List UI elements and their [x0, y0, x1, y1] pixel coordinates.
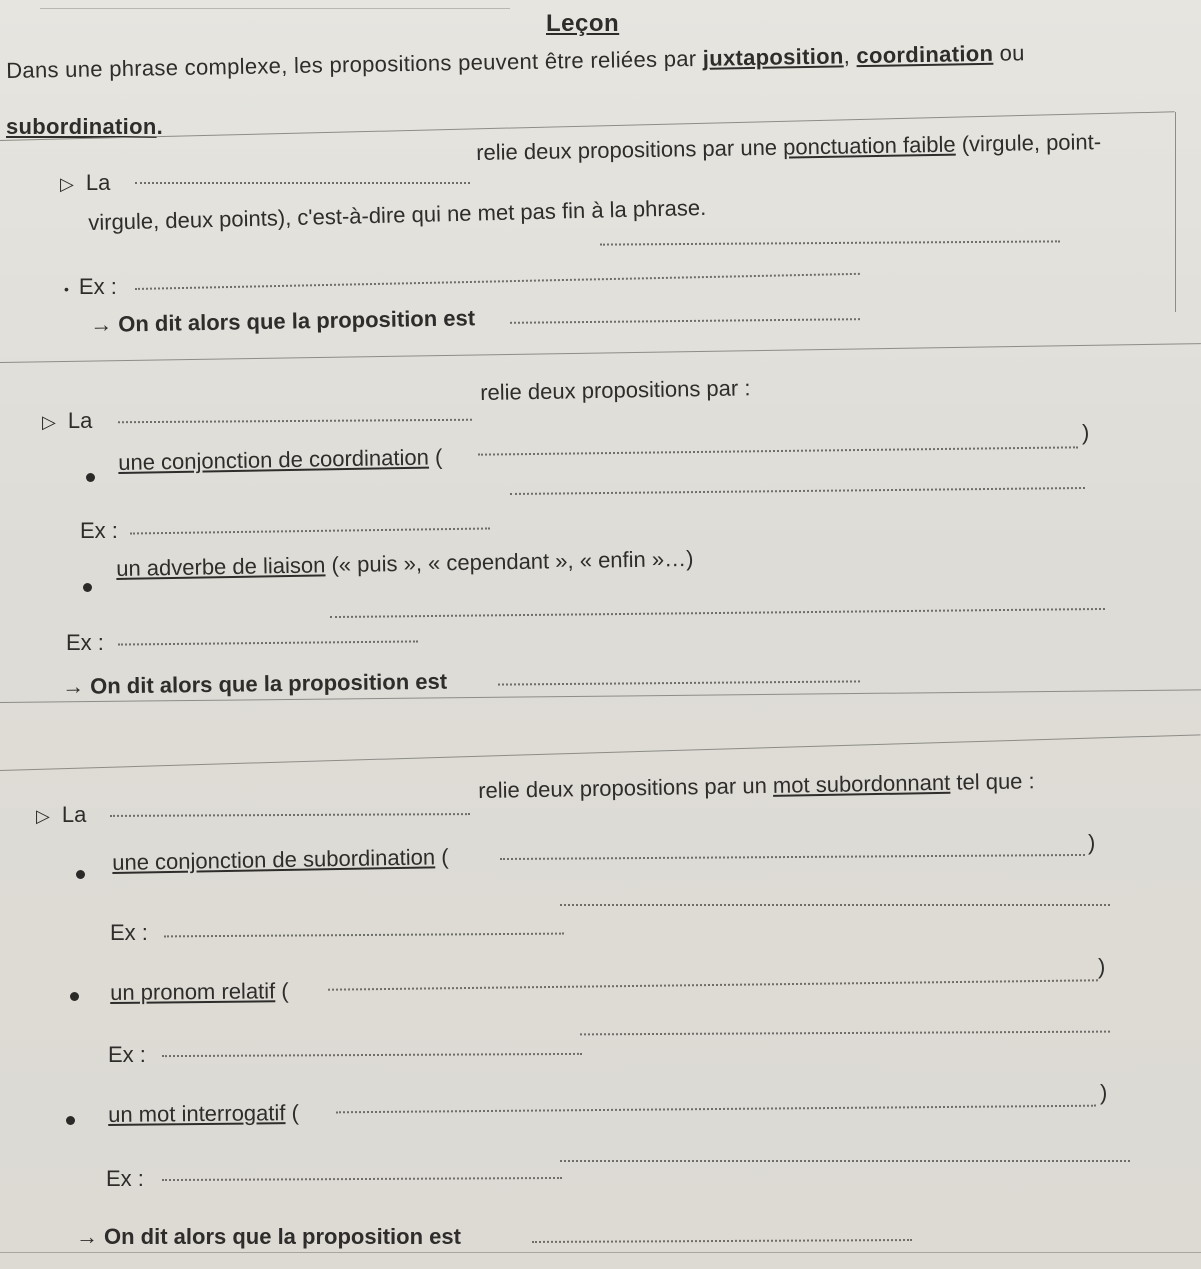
- section2-conclusion-blank[interactable]: [498, 680, 860, 685]
- section3-bullet3: [108, 1100, 299, 1128]
- section3-line1-tail: tel que :: [956, 768, 1035, 795]
- section3-line1-text: relie deux propositions par un: [478, 772, 768, 803]
- bottom-rule: [0, 1252, 1201, 1253]
- section3-bullet2: [110, 978, 289, 1006]
- section3-bullet1-open: (: [440, 844, 449, 870]
- section3-lead: [36, 802, 86, 828]
- intro-comma: ,: [843, 43, 851, 69]
- term-conjonction-coordination: une conjonction de coordination: [118, 444, 430, 475]
- section2-bullet1: [118, 444, 443, 476]
- section3-bullet3-open: (: [291, 1100, 300, 1126]
- section2-bullet2: [116, 546, 694, 582]
- section3-conclusion-text: On dit alors que la proposition est: [104, 1224, 461, 1249]
- section2-bullet1-close: ): [1082, 420, 1090, 445]
- bullet-icon: [83, 583, 92, 592]
- intro-paragraph: [6, 40, 1025, 84]
- bullet-icon: [70, 992, 79, 1001]
- section1-line1: [476, 129, 1101, 166]
- section3-bullet3-close: ): [1100, 1080, 1108, 1105]
- section3-ex1-blank-upper[interactable]: [560, 904, 1110, 906]
- box1-bottom-rule: [0, 343, 1201, 363]
- section2-ex2-blank-upper[interactable]: [330, 608, 1105, 618]
- section3-bullet2-open: (: [281, 978, 289, 1004]
- intro-or: ou: [999, 40, 1025, 66]
- section1-conclusion-blank[interactable]: [510, 318, 860, 324]
- section3-ex3-blank[interactable]: [162, 1177, 562, 1181]
- section2-bullet1-blank[interactable]: [478, 446, 1078, 455]
- section3-bullet1-close: ): [1088, 830, 1096, 855]
- section3-ex1-blank[interactable]: [164, 933, 564, 938]
- section3-ex2-blank[interactable]: [162, 1053, 582, 1057]
- section3-ex2-blank-upper[interactable]: [580, 1031, 1110, 1036]
- section1-line1-tail: (virgule, point-: [961, 129, 1102, 157]
- bullet-icon: [86, 473, 95, 482]
- section1-ex-label: Ex :: [78, 274, 117, 299]
- section2-blank-name[interactable]: [118, 419, 472, 423]
- section1-example-blank[interactable]: [135, 273, 860, 290]
- arrow-right-icon: →: [62, 673, 85, 699]
- term-coordination: coordination: [856, 40, 994, 69]
- section2-bullet2-tail: (« puis », « cependant », « enfin »…): [331, 545, 694, 578]
- page-title: Leçon: [546, 10, 620, 37]
- bullet-icon: [66, 1116, 75, 1125]
- section3-conclusion-blank[interactable]: [532, 1239, 912, 1243]
- section2-ex1-label: Ex :: [80, 518, 118, 543]
- section3-conclusion: [76, 1224, 461, 1250]
- term-mot-subordonnant: mot subordonnant: [772, 769, 951, 798]
- top-rule: [40, 8, 510, 9]
- section1-lead: [60, 170, 110, 196]
- section1-ex: • Ex :: [64, 274, 117, 299]
- term-mot-interrogatif: un mot interrogatif: [108, 1100, 286, 1127]
- section2-lead: [42, 408, 92, 434]
- section3-ex3-label: Ex :: [106, 1166, 144, 1191]
- section3-bullet1: [112, 844, 449, 876]
- section3-la: La: [61, 802, 87, 827]
- section3-ex2-label: Ex :: [108, 1042, 146, 1067]
- triangle-icon: ▷: [42, 412, 56, 432]
- bullet-icon: [76, 870, 85, 879]
- section3-blank-name[interactable]: [110, 813, 470, 817]
- term-subordination: subordination: [6, 114, 157, 139]
- arrow-right-icon: →: [90, 311, 113, 337]
- box2-lower-rule: [0, 734, 1201, 771]
- intro-period: .: [156, 114, 163, 139]
- section3-ex3-blank-upper[interactable]: [560, 1160, 1130, 1162]
- section3-bullet3-blank[interactable]: [336, 1105, 1096, 1114]
- section3-bullet1-blank[interactable]: [500, 854, 1085, 860]
- section2-la: La: [67, 408, 93, 433]
- section2-bullet1-open: (: [434, 444, 443, 470]
- section2-ex2-blank[interactable]: [118, 640, 418, 645]
- section3-bullet2-close: ): [1098, 954, 1106, 979]
- section3-ex1-label: Ex :: [110, 920, 148, 945]
- term-ponctuation-faible: ponctuation faible: [782, 131, 956, 160]
- section1-example-blank-upper[interactable]: [600, 240, 1060, 245]
- section2-ex2-label: Ex :: [66, 630, 104, 655]
- term-adverbe-liaison: un adverbe de liaison: [116, 552, 326, 581]
- arrow-right-icon: →: [76, 1224, 98, 1249]
- section1-line2: virgule, deux points), c'est-à-dire qui ne met pas fin à la phrase.: [88, 194, 707, 235]
- section2-conclusion-text: On dit alors que la proposition est: [89, 668, 448, 699]
- term-conjonction-subordination: une conjonction de subordination: [112, 844, 436, 875]
- section1-conclusion: [90, 305, 475, 338]
- term-pronom-relatif: un pronom relatif: [110, 978, 276, 1005]
- section2-line1: relie deux propositions par :: [480, 375, 751, 405]
- section2-conclusion: [62, 669, 447, 700]
- box1-right-rule: [1175, 112, 1176, 312]
- intro-text: Dans une phrase complexe, les propositions peuvent être reliées par: [6, 45, 697, 83]
- triangle-icon: ▷: [60, 174, 74, 194]
- section3-line1: [478, 768, 1035, 804]
- section3-bullet2-blank[interactable]: [328, 979, 1098, 990]
- section1-blank-name[interactable]: [135, 182, 470, 184]
- section1-la: La: [85, 170, 111, 195]
- section1-conclusion-text: On dit alors que la proposition est: [117, 305, 476, 337]
- section1-line1-text: relie deux propositions par une: [476, 134, 778, 165]
- triangle-icon: ▷: [36, 806, 50, 826]
- term-juxtaposition: juxtaposition: [702, 43, 844, 71]
- section2-ex1-blank-upper[interactable]: [510, 487, 1085, 495]
- section2-ex1-blank[interactable]: [130, 527, 490, 534]
